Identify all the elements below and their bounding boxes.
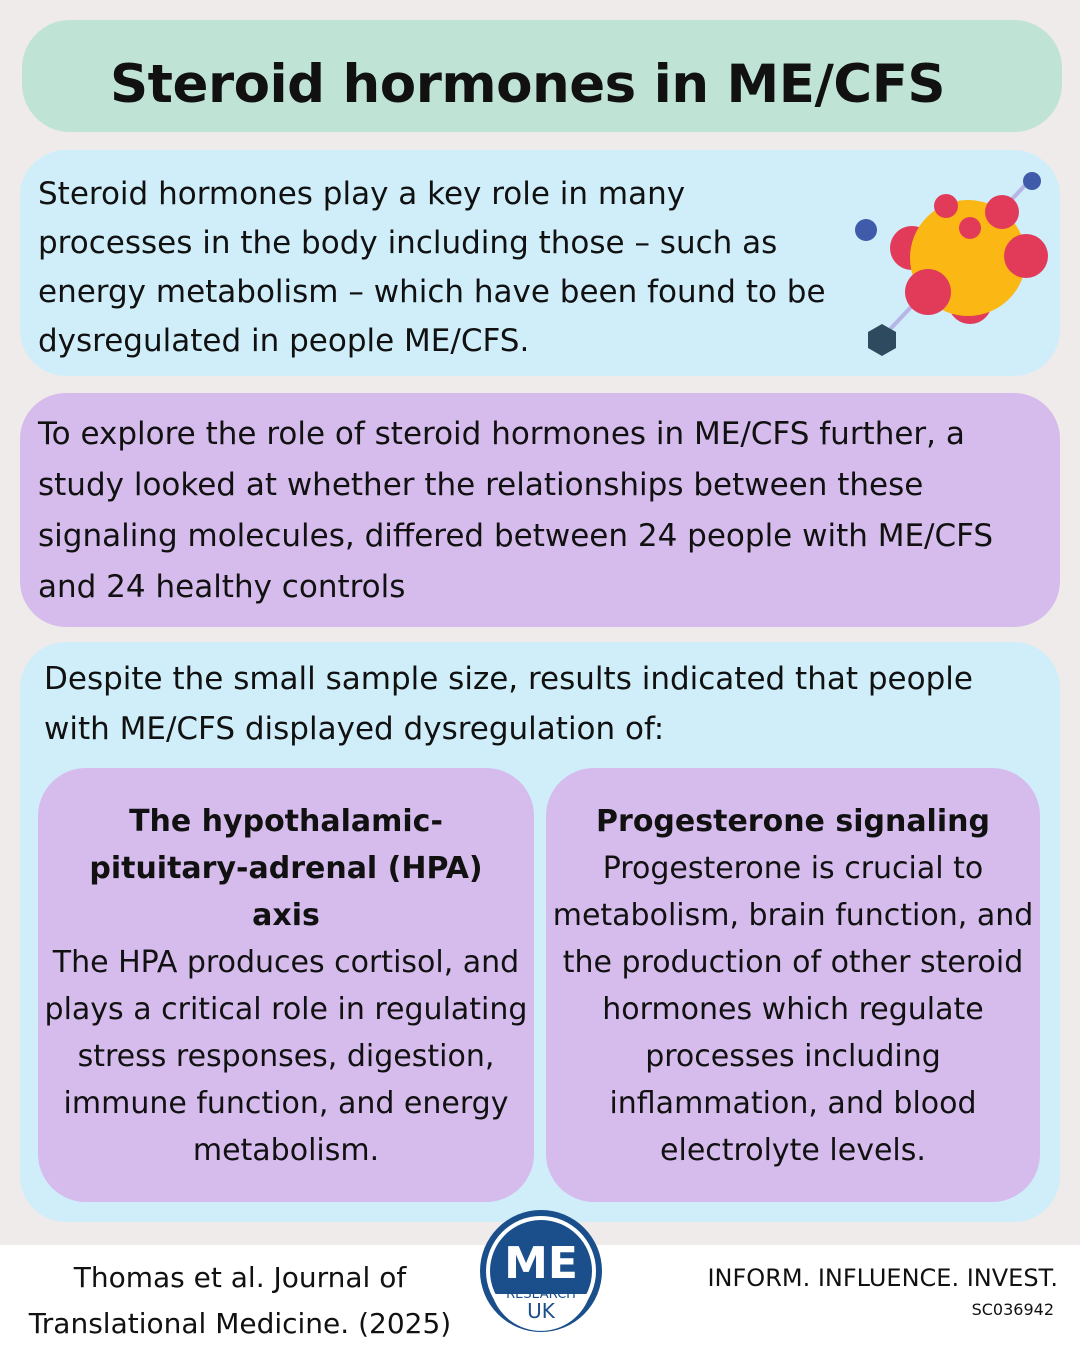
- hpa-axis-card: [38, 768, 534, 1202]
- molecule-atom: [985, 195, 1019, 229]
- charity-number: SC036942: [971, 1300, 1054, 1319]
- molecule-small-atom-left: [855, 219, 877, 241]
- molecule-atom: [934, 194, 958, 218]
- intro-panel: [20, 150, 1060, 376]
- molecule-icon: [840, 170, 1060, 360]
- logo-letters: ME: [504, 1238, 578, 1289]
- title-banner: [22, 20, 1062, 132]
- tagline: INFORM. INFLUENCE. INVEST.: [707, 1264, 1058, 1292]
- study-text: To explore the role of steroid hormones in ME/CFS further, a study looked at whether the relationships between these signaling molecules, differed between 24 people with ME/CFS and 24 healthy controls: [38, 416, 994, 605]
- logo-line1: RESEARCH: [506, 1287, 576, 1302]
- progesterone-body: Progesterone is crucial to metabolism, brain function, and the production of other steroid hormones which regulate processes including inflammation, and blood electrolyte levels.: [552, 851, 1034, 1168]
- page-title: Steroid hormones in ME/CFS: [110, 54, 946, 115]
- molecule-small-atom-top: [1023, 172, 1041, 190]
- progesterone-card: [546, 768, 1040, 1202]
- study-panel: [20, 393, 1060, 627]
- results-text: Despite the small sample size, results indicated that people with ME/CFS displayed dysregulation of:: [44, 661, 973, 747]
- intro-text: Steroid hormones play a key role in many processes in the body including those – such as energy metabolism – which have been found to be dysregulated in people ME/CFS.: [38, 176, 826, 359]
- citation: Thomas et al. Journal of Translational Medicine. (2025): [28, 1261, 452, 1340]
- me-research-uk-logo: [478, 1208, 604, 1334]
- molecule-atom: [905, 269, 951, 315]
- logo-line2: UK: [527, 1299, 555, 1323]
- molecule-atom: [959, 217, 981, 239]
- hpa-axis-heading: The hypothalamic-pituitary-adrenal (HPA) axis: [89, 804, 483, 933]
- progesterone-heading: Progesterone signaling: [596, 804, 990, 839]
- molecule-atom: [1004, 234, 1048, 278]
- results-panel: [20, 642, 1060, 1222]
- hpa-axis-body: The HPA produces cortisol, and plays a critical role in regulating stress responses, digestion, immune function, and energy metabolism.: [44, 945, 528, 1168]
